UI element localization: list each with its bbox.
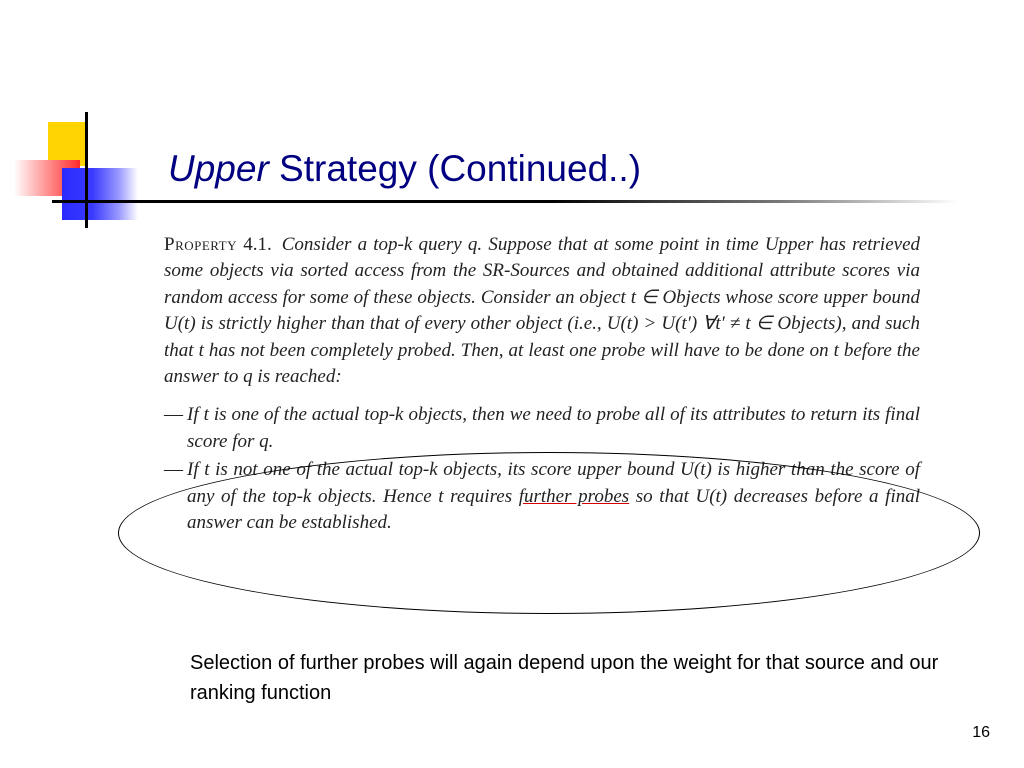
title-underline [52, 200, 958, 203]
property-paragraph [164, 232, 920, 390]
title-rest: Strategy (Continued..) [268, 148, 642, 189]
underlined-phrase: further probes [518, 485, 630, 507]
bullet-item [164, 402, 920, 455]
property-number: 4.1. [243, 234, 272, 255]
slide-title [168, 148, 641, 190]
bullet-dash: — [164, 459, 183, 481]
slide-number: 16 [972, 724, 990, 741]
logo-blue-bar [62, 168, 138, 220]
logo-vertical-line [85, 112, 88, 228]
slide-note: Selection of further probes will again depend upon the weight for that source and our ranking function [190, 652, 939, 704]
bullet-text-pre: If t is not one of the actual top-k objects, its score upper bound U(t) is higher than the score of any of the top-k objects. Hence t requires [187, 459, 920, 507]
bullet-text-post: so that U(t) decreases before a final answer can be established. [187, 485, 920, 534]
title-emphasis: Upper [168, 148, 269, 189]
property-label: Property [164, 234, 238, 255]
property-body: Consider a top-k query q. Suppose that at some point in time Upper has retrieved some objects via sorted access from the SR-Sources and obtained additional attribute scores via random access for some of these objects. Consider an object t ∈ Objects whose score upper bound U(t) is strictly higher than that of every other object (i.e., U(t) > U(t′) ∀t′ ≠ t ∈ Objects), and such that t has not been completely probed. Then, at least one probe will have to be done on t before the answer to q is reached: [164, 234, 920, 388]
bullet-text: If t is one of the actual top-k objects, then we need to probe all of its attributes to return its final score for q. [187, 404, 920, 452]
highlight-ellipse [118, 452, 980, 614]
bullet-dash: — [164, 404, 183, 426]
